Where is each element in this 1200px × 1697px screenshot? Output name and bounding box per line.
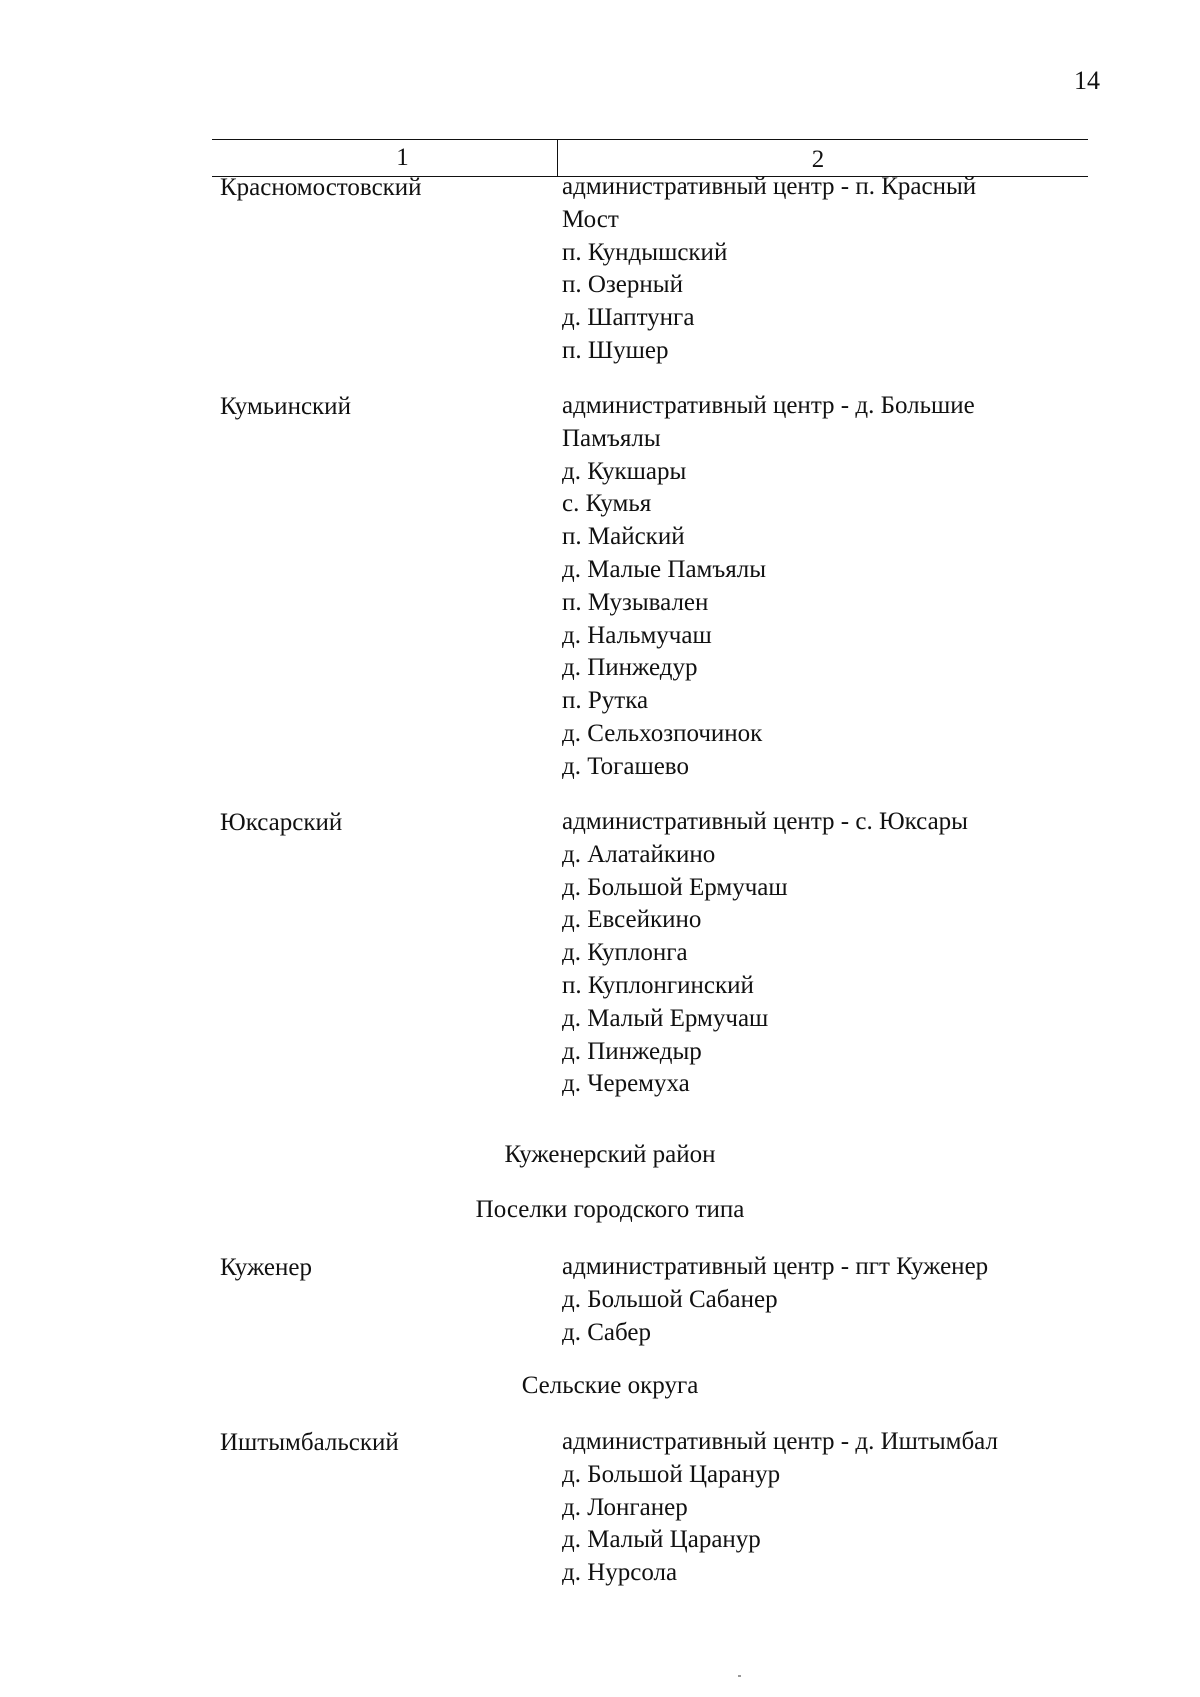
- list-item: д. Большой Царанур: [562, 1460, 781, 1488]
- list-item: д. Кукшары: [562, 457, 687, 485]
- list-item: административный центр - пгт Куженер: [562, 1253, 989, 1280]
- section-heading-district: Куженерский район: [504, 1141, 716, 1168]
- district-name: Кумьинский: [220, 393, 351, 420]
- list-item: д. Большой Ермучаш: [562, 873, 788, 901]
- list-item: д. Черемуха: [562, 1070, 690, 1098]
- list-item: административный центр - д. Иштымбал: [562, 1428, 998, 1455]
- page-number: 14: [1074, 66, 1100, 95]
- district-name: Юксарский: [220, 809, 343, 836]
- list-item: п. Музывален: [562, 588, 709, 616]
- district-name: Куженер: [220, 1254, 312, 1281]
- list-item: д. Нальмучаш: [562, 621, 712, 649]
- list-item: д. Малый Царанур: [562, 1526, 761, 1554]
- list-item: п. Шушер: [562, 336, 669, 364]
- list-item: д. Сельхозпочинок: [562, 719, 763, 747]
- list-item: д. Лонганер: [562, 1493, 688, 1521]
- list-item: д. Тогашево: [562, 752, 689, 780]
- list-item: д. Нурсола: [562, 1559, 678, 1587]
- list-item: д. Сабер: [562, 1318, 651, 1346]
- list-item: д. Евсейкино: [562, 906, 702, 934]
- settlement-list: [562, 1426, 1082, 1590]
- list-item: административный центр - с. Юксары: [562, 808, 968, 835]
- scan-speck: [738, 1675, 741, 1677]
- list-item: д. Малые Памъялы: [562, 555, 767, 583]
- district-name: Иштымбальский: [220, 1429, 399, 1456]
- list-item: административный центр - д. Большие: [562, 392, 975, 419]
- list-item: д. Куплонга: [562, 939, 688, 967]
- column-header-1: 1: [212, 140, 558, 176]
- list-item: д. Малый Ермучаш: [562, 1004, 769, 1032]
- list-item: д. Пинжедур: [562, 654, 698, 682]
- column-header-2: 2: [811, 146, 825, 173]
- settlement-list: [562, 1251, 1082, 1349]
- list-item: д. Шаптунга: [562, 304, 695, 332]
- list-item: п. Рутка: [562, 687, 649, 715]
- district-name: Красномостовский: [220, 174, 422, 201]
- list-item: д. Пинжедыр: [562, 1037, 702, 1065]
- list-item: д. Большой Сабанер: [562, 1285, 778, 1313]
- list-item: д. Алатайкино: [562, 840, 716, 868]
- settlement-list: [562, 390, 1082, 784]
- section-heading-settlements: Поселки городского типа: [475, 1196, 745, 1223]
- settlement-list: [562, 171, 1082, 368]
- list-item: Памъялы: [562, 424, 661, 452]
- list-item: с. Кумья: [562, 490, 652, 518]
- list-item: п. Озерный: [562, 271, 683, 299]
- section-heading-rural: Сельские округа: [521, 1372, 699, 1399]
- list-item: административный центр - п. Красный: [562, 173, 977, 200]
- settlement-list: [562, 806, 1082, 1101]
- list-item: п. Майский: [562, 523, 685, 551]
- list-item: п. Куплонгинский: [562, 971, 754, 999]
- list-item: п. Кундышский: [562, 238, 728, 266]
- list-item: Мост: [562, 205, 619, 233]
